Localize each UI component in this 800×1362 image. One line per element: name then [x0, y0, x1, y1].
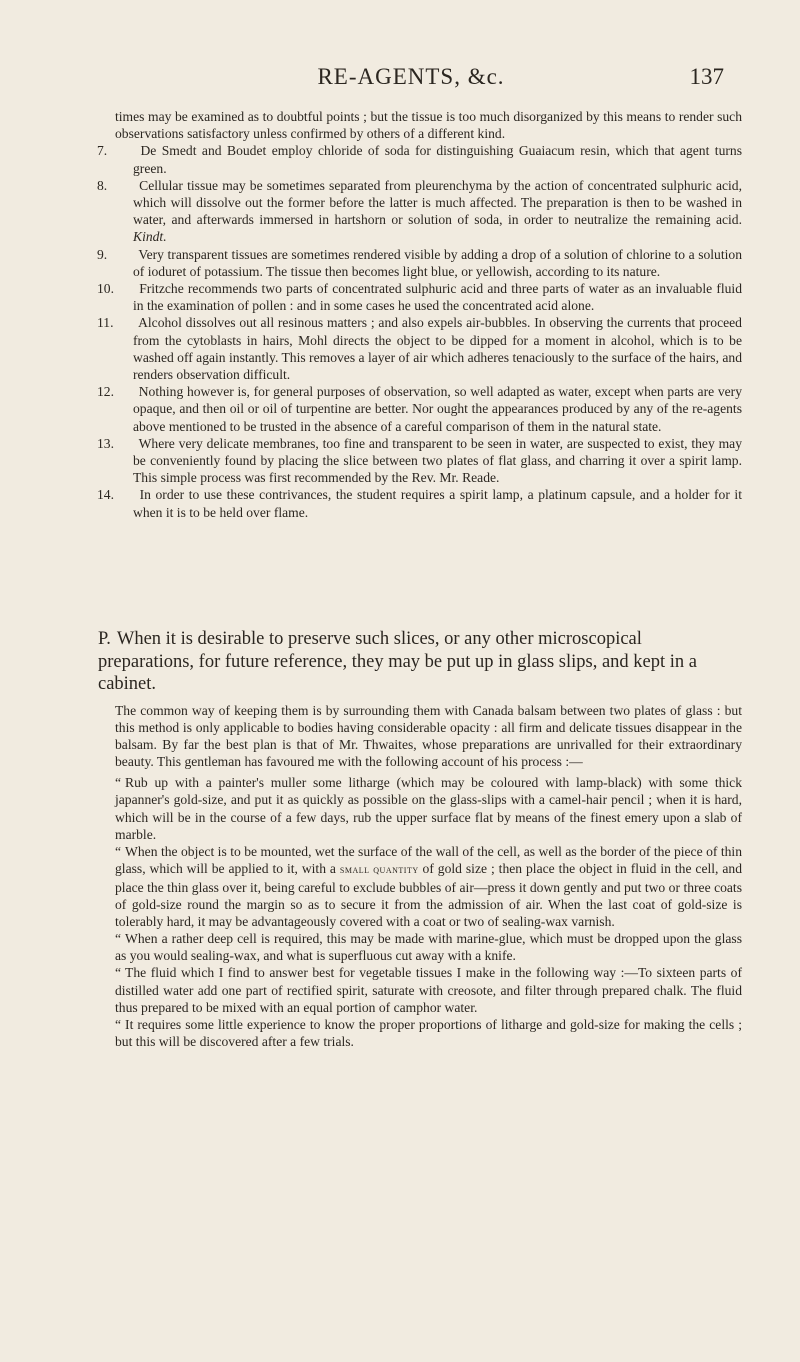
re-agents-list — [97, 108, 743, 521]
quote-text: of gold size ; then place the object in fluid in the cell, and place the thin glass over it, being careful to exclude bubbles of air—press it down gently and put two or three coats of gold-size round the margin so as to secure it from the admission of air. When the last coat of gold-size is tolerably hard, it may be advantageously covered with a coat or two of sealing-wax varnish. — [115, 860, 742, 930]
list-intro: times may be examined as to doubtful points ; but the tissue is too much disorganized by this means to render such observations satisfactory unless confirmed by others of a different kind. — [115, 109, 742, 142]
item-text: De Smedt and Boudet employ chloride of soda for distinguishing Guaiacum resin, which that agent turns green. — [133, 143, 742, 176]
quote-text: It requires some little experience to know the proper proportions of litharge and gold-size for making the cells ; but this will be discovered after a few trials. — [115, 1016, 742, 1049]
quote-text: Rub up with a painter's muller some litharge (which may be coloured with lamp-black) with some thick japanner's gold-size, and put it as quickly as possible on the glass-slips with a camel-hair pencil ; when it is hard, which will be in the course of a few days, rub the upper surface flat by means of the finest emery upon a slab of marble. — [115, 775, 742, 842]
item-number: 13. — [97, 435, 114, 451]
quote-text: The fluid which I find to answer best for vegetable tissues I make in the following way :—To sixteen parts of distilled water add one part of rectified spirit, saturate with creosote, and filter through prepared chalk. The fluid thus prepared to be mixed with an equal portion of camphor water. — [115, 965, 742, 1015]
list-item — [97, 435, 742, 487]
list-item — [97, 246, 743, 280]
list-item — [97, 383, 742, 435]
list-item — [97, 486, 742, 520]
list-item — [97, 142, 742, 176]
item-text: Alcohol dissolves out all resinous matters ; and also expels air-bubbles. In observing the currents that proceed from the cytoblasts in hairs, Mohl directs the object to be dipped for a moment in alcohol, which is to be washed off again instantly. This removes a layer of air which adheres tenaciously to the surface of the hairs, and renders observation difficult. — [133, 315, 742, 383]
item-text: Very transparent tissues are sometimes rendered visible by adding a drop of a solution of chlorine to a solution of ioduret of potassium. The tissue then becomes light blue, or yellowish, according to its nature. — [133, 246, 743, 279]
quote-paragraph — [115, 843, 742, 930]
quote-paragraph — [115, 1016, 742, 1050]
item-text: Nothing however is, for general purposes of observation, so well adapted as water, except when parts are very opaque, and then oil or oil of turpentine are better. Nor ought the appearances produced by any of the re-agents above mentioned to be trusted in the absence of a careful comparison of them in the natural state. — [133, 384, 742, 434]
list-item — [97, 314, 742, 383]
item-text: Where very delicate membranes, too fine and transparent to be seen in water, are suspected to exist, they may be conveniently found by placing the slice between two plates of flat glass, and charring it over a spirit lamp. This simple process was first recommended by the Rev. Mr. Reade. — [133, 435, 742, 486]
item-text: In order to use these contrivances, the student requires a spirit lamp, a platinum capsule, and a holder for it when it is to be held over flame. — [133, 487, 742, 520]
page-header — [98, 60, 724, 100]
quote-text: When the object is to be mounted, wet the surface of the wall of the cell, as well as the border of the piece of thin glass, which will be applied to it, with a — [115, 843, 742, 876]
section-heading — [98, 628, 741, 696]
section-heading-text: When it is desirable to preserve such slices, or any other microscopical preparations, for future reference, they may be put up in glass slips, and kept in a cabinet. — [98, 629, 698, 694]
item-number: 9. — [97, 246, 108, 262]
item-number: 12. — [97, 384, 114, 400]
quote-mark: “ — [115, 1016, 122, 1032]
item-number: 10. — [97, 281, 114, 297]
quote-text: When a rather deep cell is required, this may be made with marine-glue, which must be dropped upon the glass as you would sealing-wax, and what is superfluous cut away with a knife. — [115, 931, 742, 964]
section-label: P. — [98, 629, 111, 649]
quote-mark: “ — [115, 931, 122, 947]
page-number: 137 — [689, 64, 724, 89]
quote-mark: “ — [115, 775, 122, 791]
quote-small-caps: small quantity — [339, 863, 419, 876]
quote-paragraph — [115, 964, 742, 1015]
section-body — [115, 702, 742, 1050]
item-text: Fritzche recommends two parts of concentrated sulphuric acid and three parts of water as an invaluable fluid in the examination of pollen : and in some cases he used the concentrated acid alone. — [133, 281, 742, 314]
item-text: Cellular tissue may be sometimes separated from pleurenchyma by the action of concentrated sulphuric acid, which will dissolve out the former before the latter is much affected. The preparation is then to be washed in water, and afterwards immersed in hartshorn or solution of soda, in order to neutralize the remaining acid. — [133, 177, 742, 228]
list-item — [97, 177, 742, 246]
item-number: 11. — [97, 315, 114, 331]
item-number: 7. — [97, 143, 108, 159]
quote-paragraph — [115, 774, 742, 842]
quote-mark: “ — [115, 843, 122, 859]
item-number: 8. — [97, 177, 108, 193]
running-head: RE-AGENTS, &c. — [317, 64, 505, 89]
quote-paragraph — [115, 930, 742, 964]
quote-mark: “ — [115, 965, 122, 981]
list-item — [97, 280, 742, 314]
body-paragraph: The common way of keeping them is by surrounding them with Canada balsam between two plates of glass : but this method is only applicable to bodies having considerable opacity : all firm and delicate tissues disappear in the balsam. By far the best plan is that of Mr. Thwaites, whose preparations are unrivalled for their extraordinary beauty. This gentleman has favoured me with the following account of his process :— — [115, 703, 742, 770]
item-attribution: Kindt. — [133, 229, 167, 245]
item-number: 14. — [97, 487, 114, 503]
